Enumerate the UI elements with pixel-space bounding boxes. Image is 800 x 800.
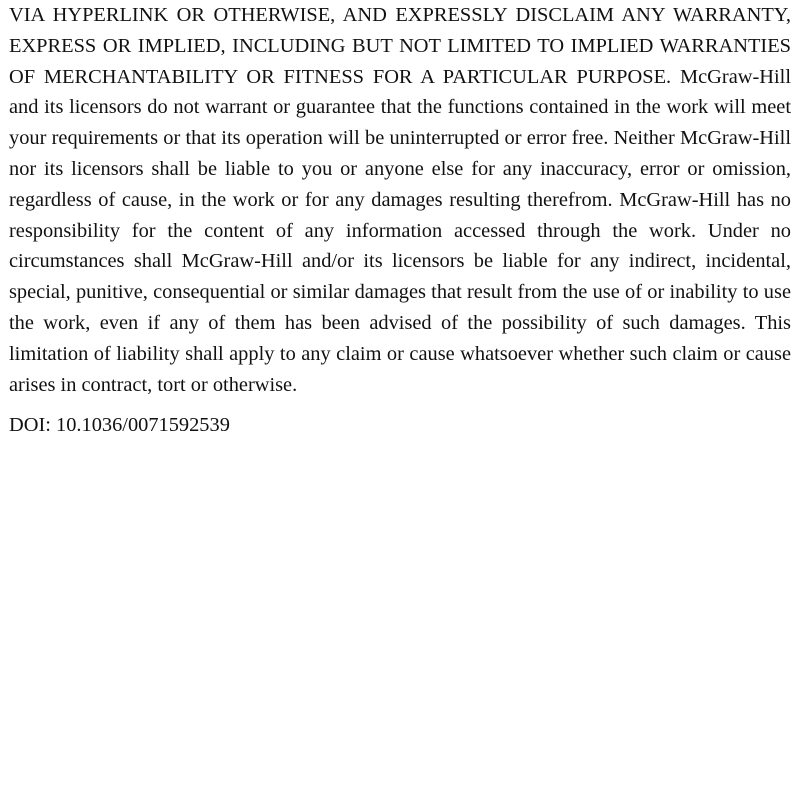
disclaimer-paragraph: VIA HYPERLINK OR OTHERWISE, AND EXPRESSLY DISCLAIM ANY WARRANTY, EXPRESS OR IMPLIED, INCLUDING BUT NOT LIMITED TO IMPLIED WARRANTIES OF MERCHANTABILITY OR FITNESS FOR A PARTICULAR PURPOSE. McGraw-Hill and its licensors do not warrant or guarantee that the functions contained in the work will meet your requirements or that its operation will be uninterrupted or error free. Neither McGraw-Hill nor its licensors shall be liable to you or anyone else for any inaccuracy, error or omission, regardless of cause, in the work or for any damages resulting therefrom. McGraw-Hill has no responsibility for the content of any information accessed through the work. Under no circumstances shall McGraw-Hill and/or its licensors be liable for any indirect, incidental, special, punitive, consequential or similar damages that result from the use of or inability to use the work, even if any of them has been advised of the possibility of such damages. This limitation of liability shall apply to any claim or cause whatsoever whether such claim or cause arises in contract, tort or otherwise.	[9, 4, 791, 396]
doi-line: DOI: 10.1036/0071592539	[9, 414, 230, 437]
